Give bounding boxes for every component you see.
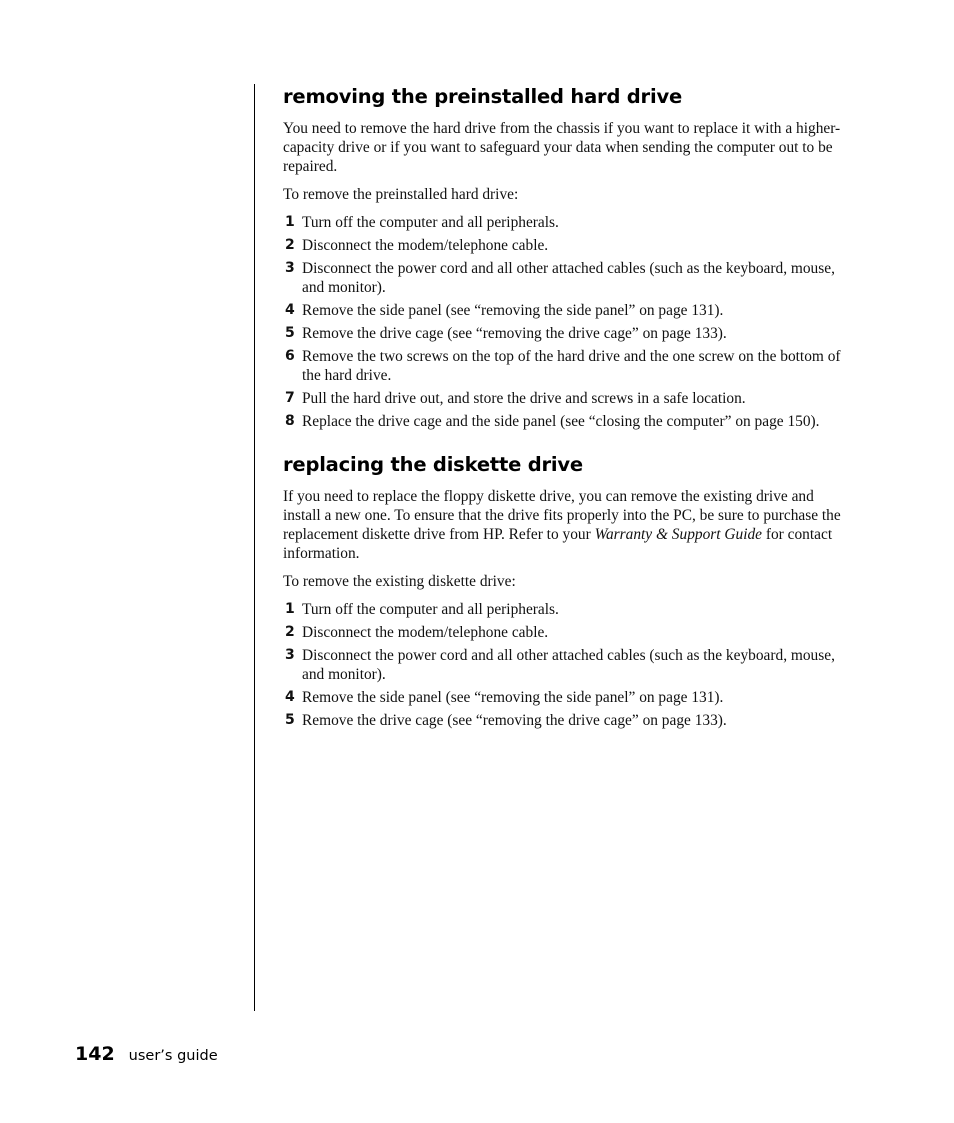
step-text: Replace the drive cage and the side panel (see “closing the computer” on page 150). xyxy=(302,413,820,430)
step-number: 7 xyxy=(285,390,295,406)
main-content xyxy=(283,84,843,734)
step-item xyxy=(283,324,843,343)
section-removing-hard-drive xyxy=(283,85,843,431)
step-list xyxy=(283,600,843,730)
step-text: Pull the hard drive out, and store the drive and screws in a safe location. xyxy=(302,390,746,407)
step-list xyxy=(283,213,843,431)
procedure-lead: To remove the existing diskette drive: xyxy=(283,573,516,590)
step-number: 6 xyxy=(285,348,295,364)
step-item xyxy=(283,389,843,408)
section-title: replacing the diskette drive xyxy=(283,453,583,476)
step-number: 5 xyxy=(285,712,295,728)
step-text: Remove the side panel (see “removing the side panel” on page 131). xyxy=(302,302,724,319)
margin-rule xyxy=(254,84,255,1011)
step-item xyxy=(283,301,843,320)
step-text: Remove the two screws on the top of the hard drive and the one screw on the bottom of the hard drive. xyxy=(302,348,841,384)
section-title: removing the preinstalled hard drive xyxy=(283,85,682,108)
procedure-lead: To remove the preinstalled hard drive: xyxy=(283,186,519,203)
step-item xyxy=(283,259,843,297)
step-number: 1 xyxy=(285,601,295,617)
step-number: 4 xyxy=(285,689,295,705)
step-item xyxy=(283,347,843,385)
page-number: 142 xyxy=(75,1043,115,1065)
step-item xyxy=(283,623,843,642)
step-number: 1 xyxy=(285,214,295,230)
section-intro: You need to remove the hard drive from the chassis if you want to replace it with a higher-capacity drive or if you want to safeguard your data when sending the computer out to be repaired. xyxy=(283,120,841,175)
step-number: 2 xyxy=(285,624,295,640)
step-number: 4 xyxy=(285,302,295,318)
step-text: Remove the drive cage (see “removing the drive cage” on page 133). xyxy=(302,325,727,342)
page-footer xyxy=(75,1043,218,1065)
step-item xyxy=(283,412,843,431)
step-number: 3 xyxy=(285,647,295,663)
step-text: Remove the side panel (see “removing the side panel” on page 131). xyxy=(302,689,724,706)
step-item xyxy=(283,711,843,730)
step-number: 2 xyxy=(285,237,295,253)
step-item xyxy=(283,213,843,232)
footer-label: user’s guide xyxy=(128,1048,218,1064)
step-text: Turn off the computer and all peripherals. xyxy=(302,214,559,231)
step-text: Disconnect the power cord and all other attached cables (such as the keyboard, mouse, and monitor). xyxy=(302,260,835,296)
step-item xyxy=(283,600,843,619)
step-text: Disconnect the modem/telephone cable. xyxy=(302,237,549,254)
step-number: 8 xyxy=(285,413,295,429)
step-item xyxy=(283,646,843,684)
step-text: Disconnect the power cord and all other attached cables (such as the keyboard, mouse, and monitor). xyxy=(302,647,835,683)
step-text: Remove the drive cage (see “removing the drive cage” on page 133). xyxy=(302,712,727,729)
step-item xyxy=(283,688,843,707)
step-item xyxy=(283,236,843,255)
step-number: 3 xyxy=(285,260,295,276)
step-number: 5 xyxy=(285,325,295,341)
section-replacing-diskette-drive xyxy=(283,453,843,730)
guide-title-italic: Warranty & Support Guide xyxy=(594,526,763,543)
step-text: Disconnect the modem/telephone cable. xyxy=(302,624,549,641)
step-text: Turn off the computer and all peripherals. xyxy=(302,601,559,618)
section-intro xyxy=(283,487,843,563)
intro-text: If you need to replace the floppy diskette drive, you can remove the existing drive and install a new one. To ensure that the drive fits properly into the PC, be sure to purchase the replacement diskette drive from HP. Refer to your xyxy=(283,488,841,543)
intro-text-end: for contact information. xyxy=(283,526,833,562)
